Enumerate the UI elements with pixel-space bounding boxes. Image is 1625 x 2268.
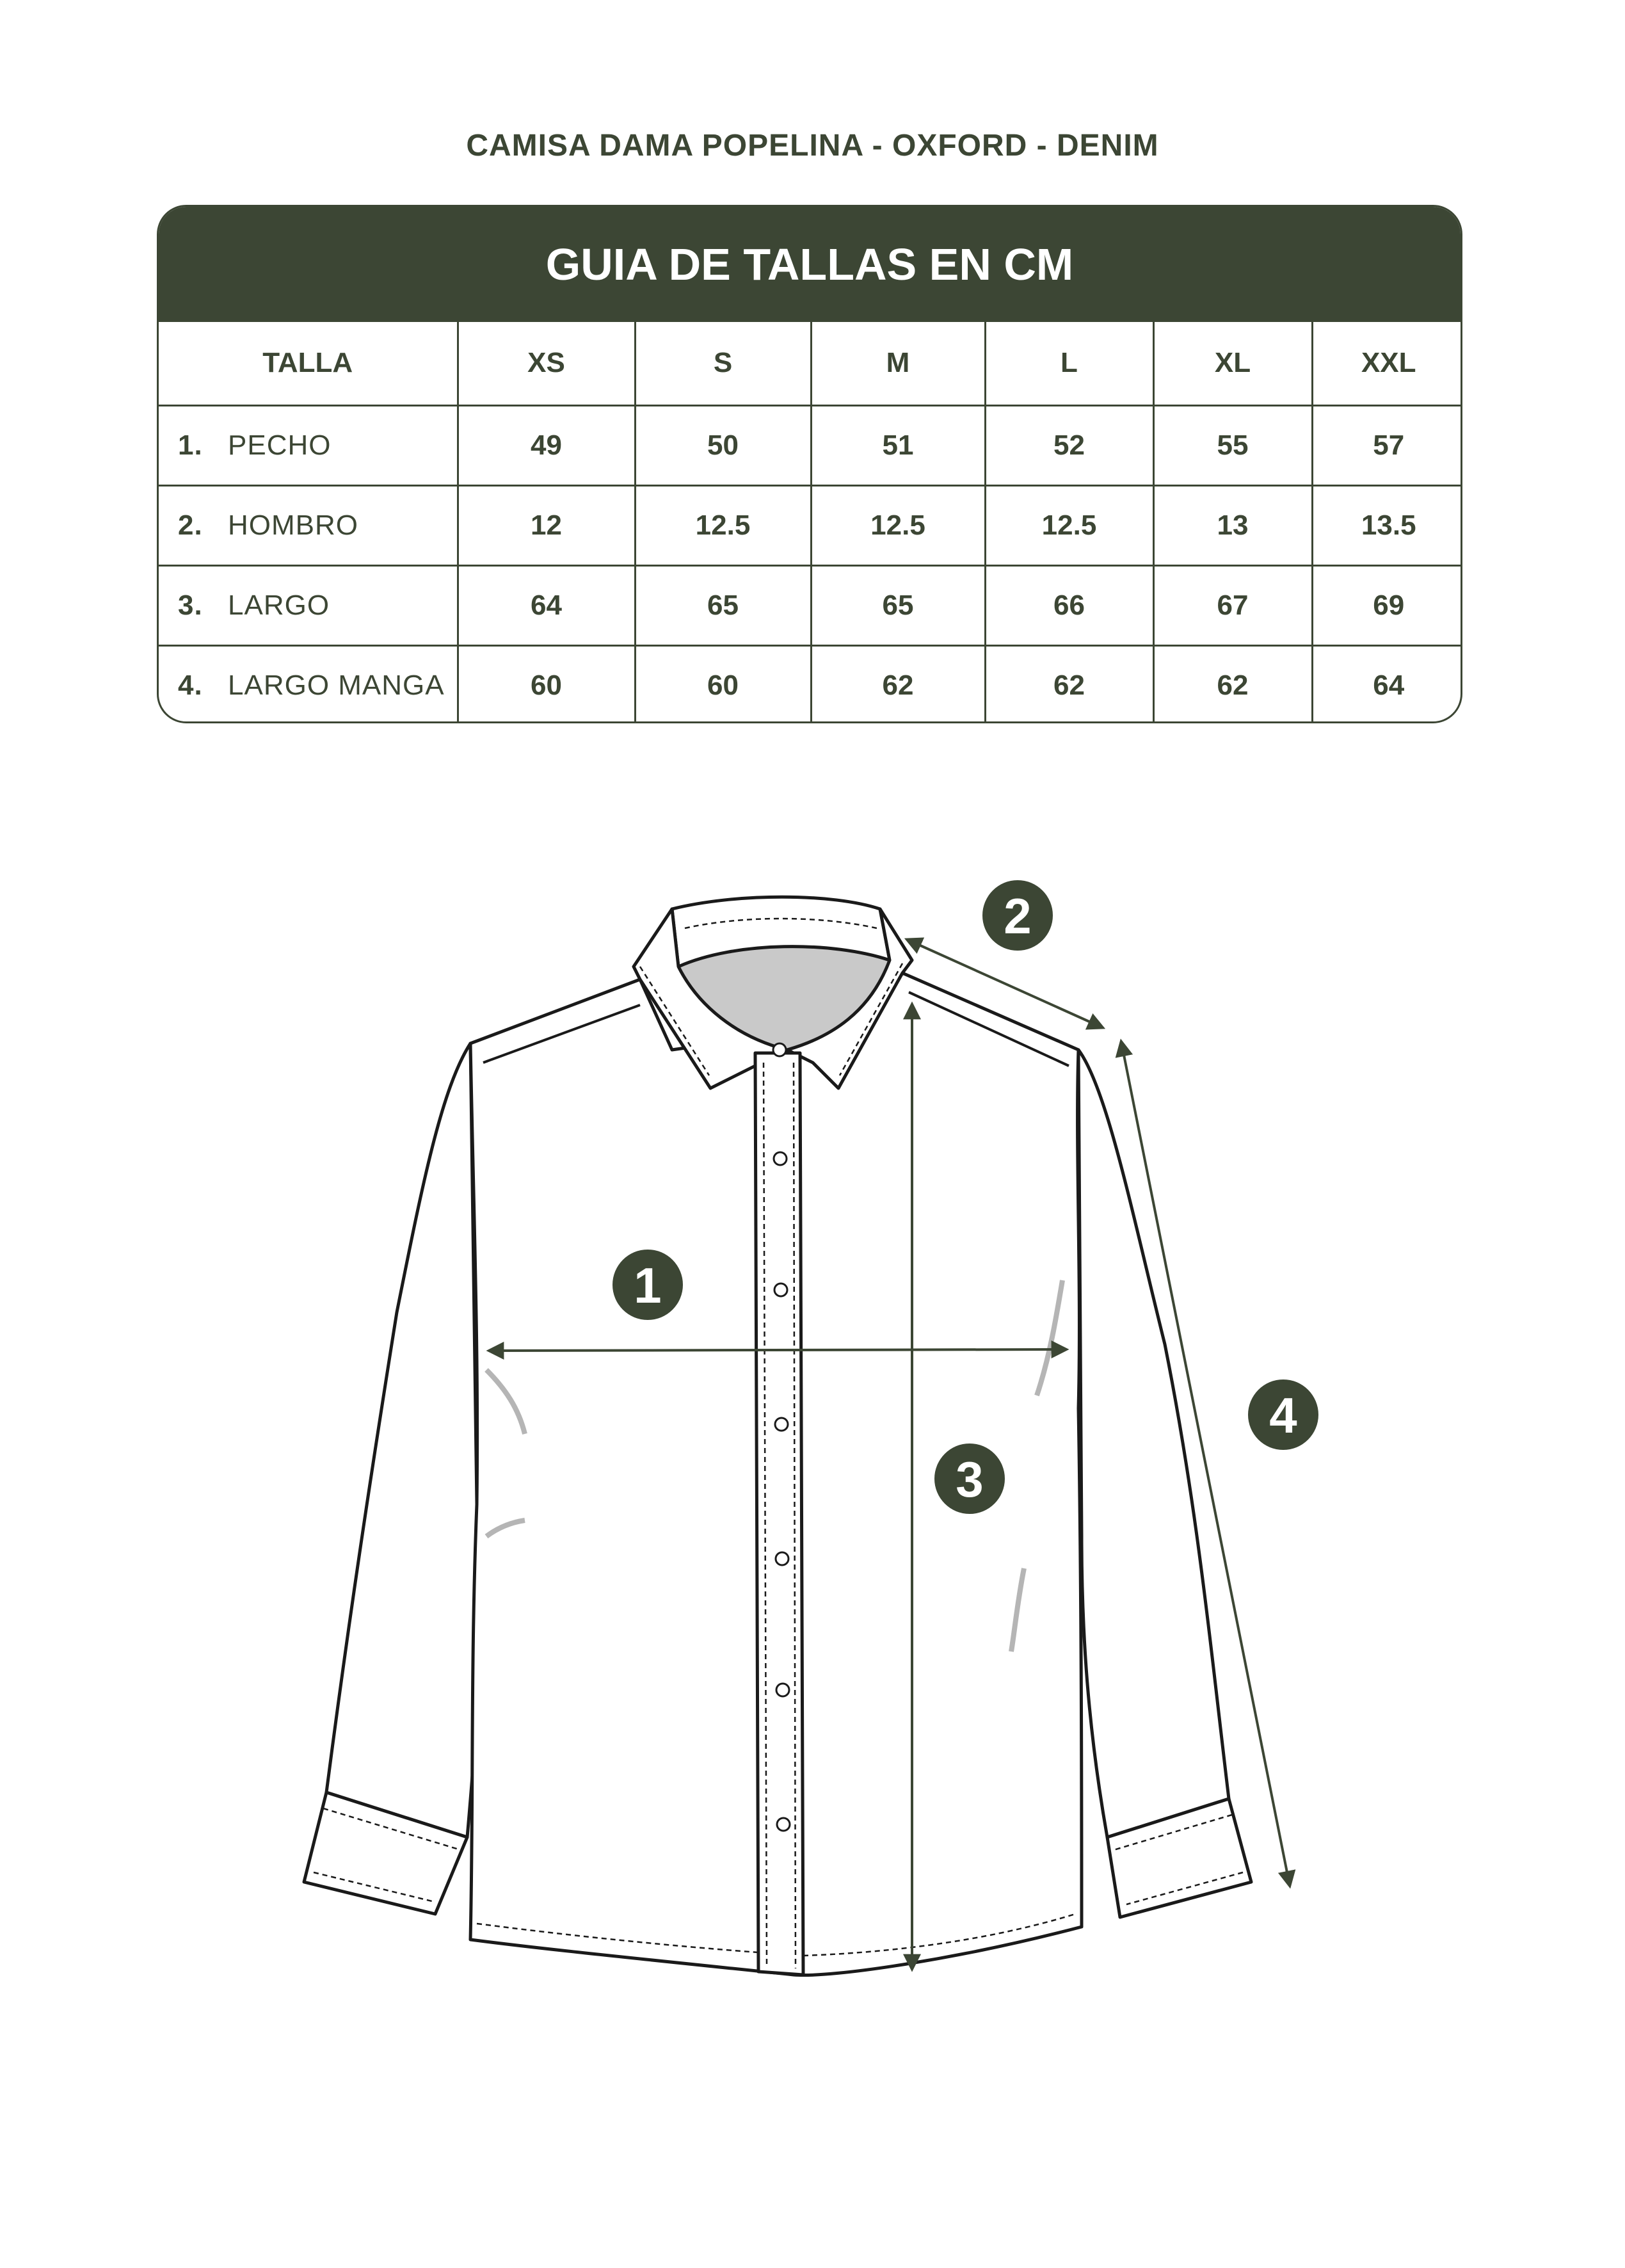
row-label-text: LARGO MANGA bbox=[228, 670, 445, 702]
table-cell: 65 bbox=[635, 565, 811, 645]
row-largo-manga bbox=[159, 645, 1462, 723]
badge-3 bbox=[934, 1444, 1005, 1514]
button-icon bbox=[776, 1684, 789, 1696]
size-guide-table bbox=[157, 205, 1462, 723]
badge-1-label: 1 bbox=[634, 1257, 662, 1314]
table-cell: 62 bbox=[985, 645, 1153, 723]
row-number: 4. bbox=[178, 670, 203, 702]
table-cell: 66 bbox=[985, 565, 1153, 645]
table-cell: 65 bbox=[811, 565, 985, 645]
button-icon bbox=[774, 1283, 787, 1296]
size-l: L bbox=[985, 322, 1153, 405]
table-cell: 13.5 bbox=[1312, 485, 1462, 565]
table-cell: 57 bbox=[1312, 405, 1462, 485]
button-icon bbox=[773, 1043, 786, 1056]
badge-2 bbox=[982, 880, 1053, 951]
table-cell: 52 bbox=[985, 405, 1153, 485]
button-icon bbox=[776, 1552, 788, 1565]
table-cell: 67 bbox=[1153, 565, 1312, 645]
badge-2-label: 2 bbox=[1004, 888, 1032, 944]
table-cell: 12.5 bbox=[985, 485, 1153, 565]
table-cell: 50 bbox=[635, 405, 811, 485]
button-icon bbox=[777, 1818, 790, 1831]
table-cell: 49 bbox=[458, 405, 635, 485]
row-number: 3. bbox=[178, 589, 203, 621]
row-label bbox=[159, 485, 458, 565]
table-cell: 51 bbox=[811, 405, 985, 485]
size-grid bbox=[159, 322, 1462, 723]
row-label bbox=[159, 645, 458, 723]
table-title: GUIA DE TALLAS EN CM bbox=[159, 207, 1461, 322]
left-sleeve bbox=[326, 1043, 481, 1837]
row-number: 1. bbox=[178, 429, 203, 461]
row-label-text: LARGO bbox=[228, 589, 330, 621]
table-cell: 60 bbox=[458, 645, 635, 723]
table-cell: 12.5 bbox=[635, 485, 811, 565]
size-xxl: XXL bbox=[1312, 322, 1462, 405]
shirt-illustration bbox=[304, 897, 1251, 1975]
badge-1 bbox=[612, 1250, 683, 1320]
table-cell: 62 bbox=[811, 645, 985, 723]
button-icon bbox=[774, 1152, 787, 1165]
badge-4-label: 4 bbox=[1269, 1387, 1297, 1444]
right-sleeve bbox=[1078, 1050, 1229, 1837]
row-label bbox=[159, 565, 458, 645]
shirt-measurement-diagram bbox=[0, 832, 1625, 2048]
table-cell: 12.5 bbox=[811, 485, 985, 565]
button-icon bbox=[775, 1418, 788, 1431]
document-subtitle: CAMISA DAMA POPELINA - OXFORD - DENIM bbox=[466, 129, 1159, 163]
row-label-text: PECHO bbox=[228, 429, 332, 461]
size-xs: XS bbox=[458, 322, 635, 405]
badge-3-label: 3 bbox=[956, 1451, 984, 1508]
row-label bbox=[159, 405, 458, 485]
row-number: 2. bbox=[178, 509, 203, 541]
row-pecho bbox=[159, 405, 1462, 485]
table-cell: 13 bbox=[1153, 485, 1312, 565]
corner-label: TALLA bbox=[159, 322, 458, 405]
table-cell: 55 bbox=[1153, 405, 1312, 485]
row-hombro bbox=[159, 485, 1462, 565]
table-cell: 64 bbox=[1312, 645, 1462, 723]
table-cell: 69 bbox=[1312, 565, 1462, 645]
size-header-row bbox=[159, 322, 1462, 405]
table-cell: 62 bbox=[1153, 645, 1312, 723]
size-s: S bbox=[635, 322, 811, 405]
badge-4 bbox=[1248, 1379, 1318, 1450]
table-cell: 12 bbox=[458, 485, 635, 565]
size-xl: XL bbox=[1153, 322, 1312, 405]
row-largo bbox=[159, 565, 1462, 645]
arrow-chest bbox=[490, 1349, 1066, 1351]
table-cell: 60 bbox=[635, 645, 811, 723]
row-label-text: HOMBRO bbox=[228, 509, 358, 541]
size-m: M bbox=[811, 322, 985, 405]
table-cell: 64 bbox=[458, 565, 635, 645]
